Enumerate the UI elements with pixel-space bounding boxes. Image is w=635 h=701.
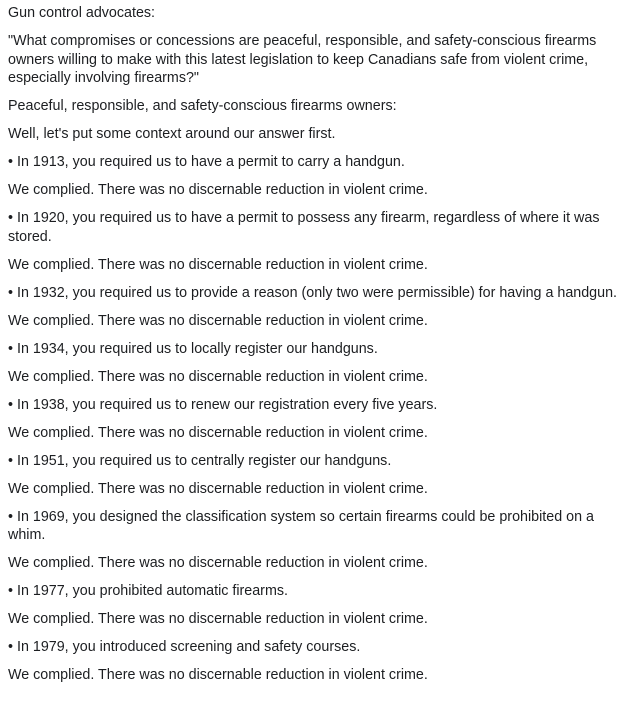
post-paragraph: • In 1979, you introduced screening and safety courses. xyxy=(8,639,361,655)
post-paragraph: We complied. There was no discernable reduction in violent crime. xyxy=(8,480,428,497)
post-paragraph: We complied. There was no discernable reduction in violent crime. xyxy=(8,667,428,683)
post-paragraph: Peaceful, responsible, and safety-conscious firearms owners: xyxy=(8,98,397,114)
post-paragraph: We complied. There was no discernable reduction in violent crime. xyxy=(8,182,428,198)
post-paragraph: We complied. There was no discernable reduction in violent crime. xyxy=(8,256,428,273)
post-paragraph: • In 1969, you designed the classification system so certain firearms could be prohibited on a whim. xyxy=(8,508,594,543)
post-paragraph: We complied. There was no discernable reduction in violent crime. xyxy=(8,312,428,329)
post-paragraph: Well, let's put some context around our answer first. xyxy=(8,126,336,142)
post-paragraph: Gun control advocates: xyxy=(8,5,156,21)
post-paragraph: "What compromises or concessions are peaceful, responsible, and safety-conscious firearms owners willing to make with this latest legislation to keep Canadians safe from violent crime, especially involving firearms?" xyxy=(8,33,597,86)
post-paragraph: • In 1932, you required us to provide a reason (only two were permissible) for having a handgun. xyxy=(8,284,617,301)
post-paragraph: We complied. There was no discernable reduction in violent crime. xyxy=(8,368,428,385)
post-paragraph: We complied. There was no discernable reduction in violent crime. xyxy=(8,424,428,441)
post-paragraph: • In 1951, you required us to centrally register our handguns. xyxy=(8,452,392,469)
post-paragraph: • In 1938, you required us to renew our registration every five years. xyxy=(8,396,438,413)
post-paragraph: We complied. There was no discernable reduction in violent crime. xyxy=(8,555,428,571)
post-paragraph: • In 1977, you prohibited automatic firearms. xyxy=(8,583,288,599)
post-paragraph: We complied. There was no discernable reduction in violent crime. xyxy=(8,611,428,627)
post-paragraph: • In 1920, you required us to have a permit to possess any firearm, regardless of where it was stored. xyxy=(8,210,600,245)
post-paragraph: • In 1913, you required us to have a permit to carry a handgun. xyxy=(8,154,405,170)
post-paragraph: • In 1934, you required us to locally register our handguns. xyxy=(8,340,378,357)
